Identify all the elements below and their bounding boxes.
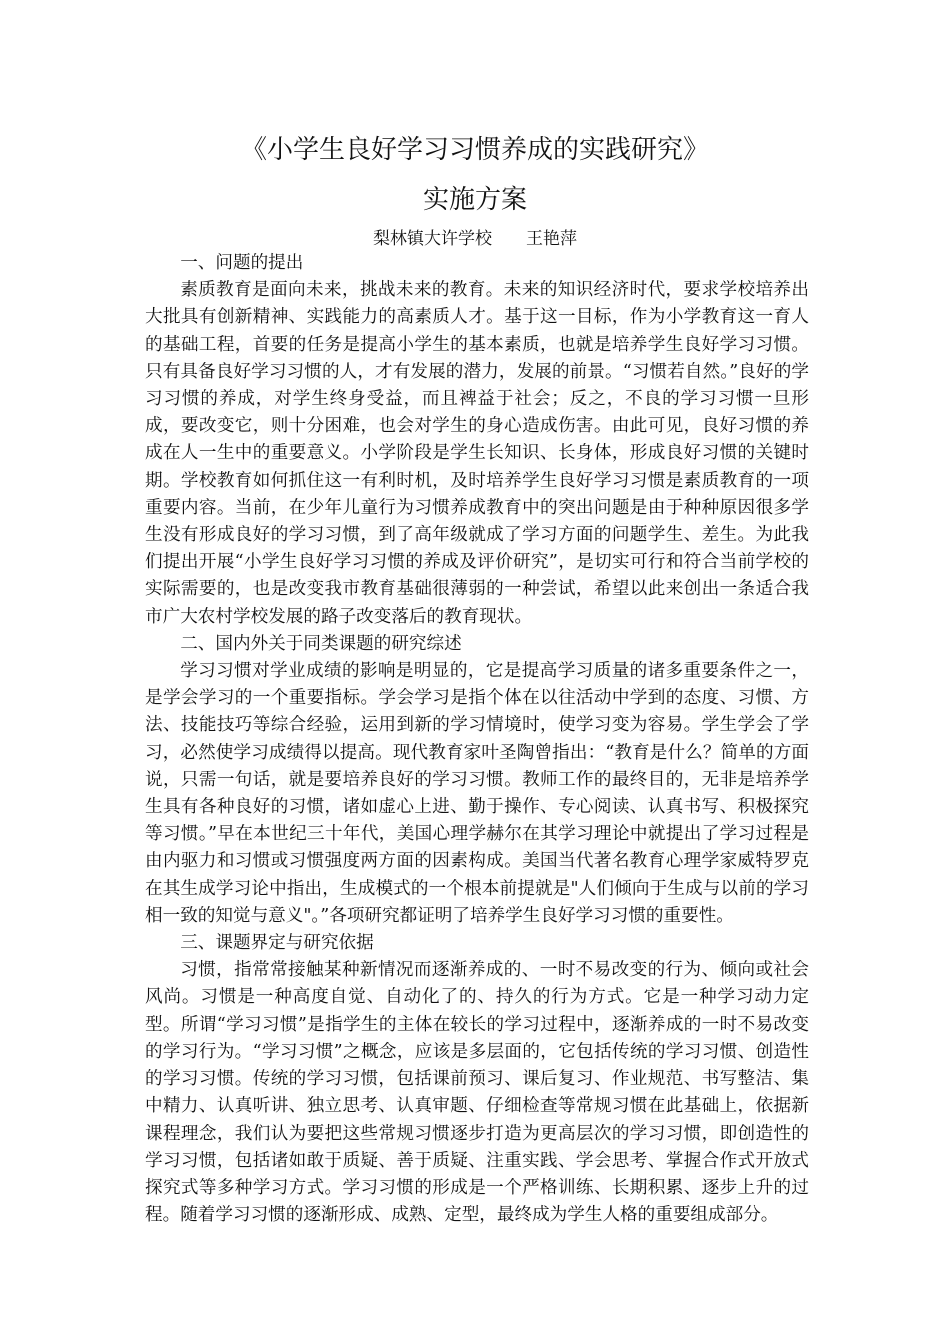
document-body — [145, 250, 809, 1229]
section-body-2: 学习习惯对学业成绩的影响是明显的，它是提高学习质量的诸多重要条件之一，是学会学习的一个重要指标。学会学习是指个体在以往活动中学到的态度、习惯、方法、技能技巧等综合经验，运用到新的学习情境时，使学习变为容易。学生学会了学习，必然使学习成绩得以提高。现代教育家叶圣陶曾指出：“教育是什么？简单的方面说，只需一句话，就是要培养良好的学习习惯。教师工作的最终目的，无非是培养学生具有各种良好的习惯，诸如虚心上进、勤于操作、专心阅读、认真书写、积极探究等习惯。”早在本世纪三十年代，美国心理学赫尔在其学习理论中就提出了学习过程是由内驱力和习惯或习惯强度两方面的因素构成。美国当代著名教育心理学家威特罗克在其生成学习论中指出，生成模式的一个根本前提就是"人们倾向于生成与以前的学习相一致的知觉与意义"。”各项研究都证明了培养学生良好学习习惯的重要性。 — [145, 661, 809, 926]
section-heading-3: 三、课题界定与研究依据 — [180, 933, 374, 954]
section-heading-2: 二、国内外关于同类课题的研究综述 — [180, 633, 462, 654]
author-name: 王艳萍 — [526, 229, 577, 249]
byline — [0, 228, 950, 250]
section-body-3: 习惯，指常常接触某种新情况而逐渐养成的、一时不易改变的行为、倾向或社会风尚。习惯是一种高度自觉、自动化了的、持久的行为方式。它是一种学习动力定型。所谓“学习习惯”是指学生的主体在较长的学习过程中，逐渐养成的一时不易改变的学习行为。“学习习惯”之概念，应该是多层面的，它包括传统的学习习惯、创造性的学习习惯。传统的学习习惯，包括课前预习、课后复习、作业规范、书写整洁、集中精力、认真听讲、独立思考、认真审题、仔细检查等常规习惯在此基础上，依据新课程理念，我们认为要把这些常规习惯逐步打造为更高层次的学习习惯，即创造性的学习习惯，包括诸如敢于质疑、善于质疑、注重实践、学会思考、掌握合作式开放式探究式等多种学习方式。学习习惯的形成是一个严格训练、长期积累、逐步上升的过程。随着学习习惯的逐渐形成、成熟、定型，最终成为学生人格的重要组成部分。 — [145, 960, 809, 1226]
document-subtitle: 实施方案 — [422, 185, 527, 215]
section-body-1: 素质教育是面向未来，挑战未来的教育。未来的知识经济时代，要求学校培养出大批具有创新精神、实践能力的高素质人才。基于这一目标，作为小学教育这一育人的基础工程，首要的任务是提高小学生的基本素质，也就是培养学生良好学习习惯。只有具备良好学习习惯的人，才有发展的潜力，发展的前景。“习惯若自然。”良好的学习习惯的养成，对学生终身受益，而且裨益于社会；反之，不良的学习习惯一旦形成，要改变它，则十分困难，也会对学生的身心造成伤害。由此可见，良好习惯的养成在人一生中的重要意义。小学阶段是学生长知识、长身体，形成良好习惯的关键时期。学校教育如何抓住这一有利时机，及时培养学生良好学习习惯是素质教育的一项重要内容。当前，在少年儿童行为习惯养成教育中的突出问题是由于种种原因很多学生没有形成良好的学习习惯，到了高年级就成了学习方面的问题学生、差生。为此我们提出开展“小学生良好学习习惯的养成及评价研究”，是切实可行和符合当前学校的实际需要的，也是改变我市教育基础很薄弱的一种尝试，希望以此来创出一条适合我市广大农村学校发展的路子改变落后的教育现状。 — [145, 280, 809, 627]
school-name: 梨林镇大许学校 — [373, 229, 492, 249]
section-heading-1: 一、问题的提出 — [180, 253, 304, 273]
document-title: 《小学生良好学习习惯养成的实践研究》 — [240, 135, 709, 165]
